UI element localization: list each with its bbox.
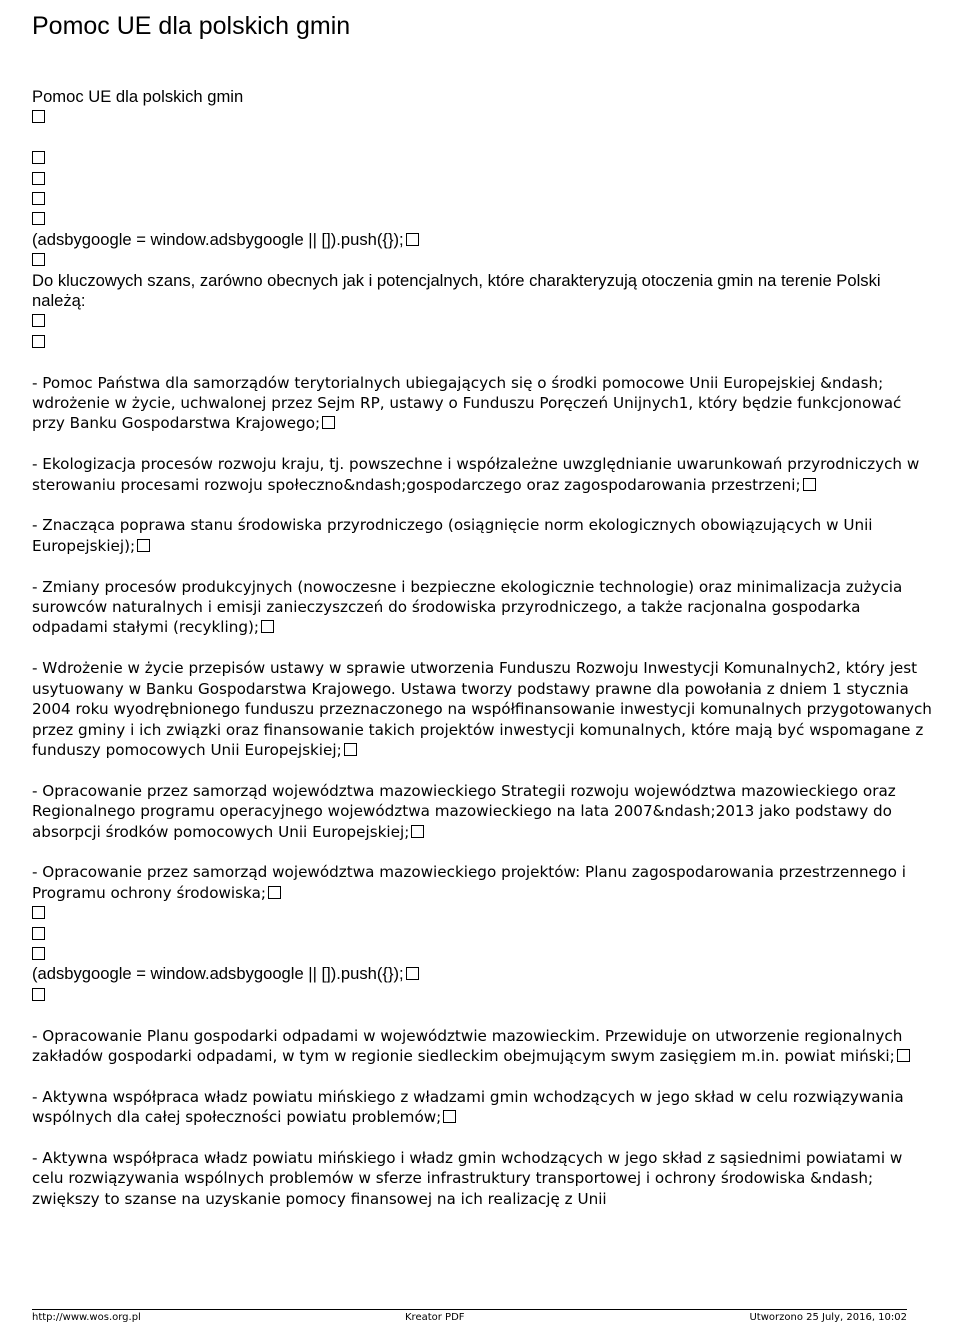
footer-url-link[interactable]: http://www.wos.org.pl bbox=[32, 1312, 141, 1323]
missing-glyph-box-icon bbox=[443, 1110, 456, 1123]
spacer bbox=[32, 556, 932, 576]
missing-glyph-box-icon bbox=[32, 906, 45, 919]
glyph-line bbox=[32, 944, 932, 964]
missing-glyph-box-icon bbox=[32, 314, 45, 327]
paragraph bbox=[32, 781, 932, 842]
missing-glyph-box-icon bbox=[803, 478, 816, 491]
spacer bbox=[32, 1005, 932, 1025]
spacer bbox=[32, 760, 932, 780]
missing-glyph-box-icon bbox=[32, 151, 45, 164]
missing-glyph-box-icon bbox=[32, 988, 45, 1001]
spacer bbox=[32, 352, 932, 372]
ads-snippet-line bbox=[32, 230, 932, 250]
missing-glyph-box-icon bbox=[406, 967, 419, 980]
missing-glyph-box-icon bbox=[32, 947, 45, 960]
glyph-line bbox=[32, 169, 932, 189]
spacer bbox=[32, 1066, 932, 1086]
ads-snippet: (adsbygoogle = window.adsbygoogle || []).push({}); bbox=[32, 964, 404, 984]
spacer bbox=[32, 434, 932, 454]
glyph-line bbox=[32, 903, 932, 923]
glyph-line bbox=[32, 332, 932, 352]
paragraph bbox=[32, 515, 932, 556]
paragraph-text: - Opracowanie Planu gospodarki odpadami w województwie mazowieckim. Przewiduje on utworzenie regionalnych zakładów gospodarki odpadami, w tym w regionie siedleckim obejmującym swym zasięgiem m.in. powiat miński; bbox=[32, 1026, 903, 1065]
paragraph bbox=[32, 1087, 932, 1128]
missing-glyph-box-icon bbox=[322, 416, 335, 429]
missing-glyph-box-icon bbox=[344, 743, 357, 756]
glyph-line bbox=[32, 924, 932, 944]
missing-glyph-box-icon bbox=[32, 192, 45, 205]
glyph-line bbox=[32, 209, 932, 229]
paragraph-text: - Pomoc Państwa dla samorządów terytorialnych ubiegających się o środki pomocowe Unii Europejskiej &ndash; wdrożenie w życie, uchwalonej przez Sejm RP, ustawy o Funduszu Poręczeń Unijnych1, który będzie funkcjonować przy Banku Gospodarstwa Krajowego; bbox=[32, 373, 902, 433]
missing-glyph-box-icon bbox=[32, 110, 45, 123]
missing-glyph-box-icon bbox=[411, 825, 424, 838]
paragraph bbox=[32, 862, 932, 903]
paragraph bbox=[32, 454, 932, 495]
glyph-line bbox=[32, 148, 932, 168]
paragraph-text: - Opracowanie przez samorząd województwa mazowieckiego Strategii rozwoju województwa mazowieckiego oraz Regionalnego programu operacyjnego województwa mazowieckiego na lata 2007&ndash;2013 jako podstawy do absorpcji środków pomocowych Unii Europejskiej; bbox=[32, 781, 896, 841]
paragraph bbox=[32, 1026, 932, 1067]
spacer bbox=[32, 1128, 932, 1148]
missing-glyph-box-icon bbox=[32, 172, 45, 185]
glyph-line bbox=[32, 107, 932, 127]
document-body bbox=[32, 87, 932, 1209]
ads-snippet-line bbox=[32, 964, 932, 984]
missing-glyph-box-icon bbox=[137, 539, 150, 552]
missing-glyph-box-icon bbox=[261, 620, 274, 633]
missing-glyph-box-icon bbox=[32, 212, 45, 225]
subtitle: Pomoc UE dla polskich gmin bbox=[32, 87, 244, 106]
paragraph-text: - Znacząca poprawa stanu środowiska przyrodniczego (osiągnięcie norm ekologicznych obowiązujących w Unii Europejskiej); bbox=[32, 516, 873, 555]
intro-paragraph: Do kluczowych szans, zarówno obecnych jak i potencjalnych, które charakteryzują otoczenia gmin na terenie Polski należą: bbox=[32, 270, 881, 311]
missing-glyph-box-icon bbox=[32, 927, 45, 940]
footer-generator: Kreator PDF bbox=[405, 1312, 465, 1323]
missing-glyph-box-icon bbox=[406, 233, 419, 246]
footer-divider bbox=[32, 1309, 907, 1310]
spacer bbox=[32, 495, 932, 515]
missing-glyph-box-icon bbox=[897, 1049, 910, 1062]
glyph-line bbox=[32, 189, 932, 209]
glyph-line bbox=[32, 985, 932, 1005]
missing-glyph-box-icon bbox=[32, 335, 45, 348]
paragraph bbox=[32, 658, 932, 760]
ads-snippet: (adsbygoogle = window.adsbygoogle || []).push({}); bbox=[32, 229, 404, 249]
spacer bbox=[32, 638, 932, 658]
paragraph-text: - Wdrożenie w życie przepisów ustawy w sprawie utworzenia Funduszu Rozwoju Inwestycji Komunalnych2, który jest usytuowany w Banku Gospodarstwa Krajowego. Ustawa tworzy podstawy prawne dla powołania z dniem 1 stycznia 2004 roku wyodrębnionego funduszu przeznaczonego na współfinansowanie inwestycji komunalnych przygotowanych przez gminy i ich związki oraz finansowanie takich projektów inwestycji komunalnych, które mają być wspomagane z funduszy pomocowych Unii Europejskiej; bbox=[32, 659, 932, 759]
paragraph bbox=[32, 1148, 932, 1209]
paragraph bbox=[32, 577, 932, 638]
page-footer bbox=[32, 1311, 907, 1325]
paragraph-text: - Aktywna współpraca władz powiatu mińskiego i władz gmin wchodzących w jego skład z sąsiednimi powiatami w celu rozwiązywania wspólnych problemów w sferze infrastruktury transportowej i ochrony środowiska &ndash; zwiększy to szanse na uzyskanie pomocy finansowej na ich realizację z Unii bbox=[32, 1148, 903, 1208]
missing-glyph-box-icon bbox=[32, 253, 45, 266]
page-title: Pomoc UE dla polskich gmin bbox=[32, 12, 351, 40]
spacer bbox=[32, 128, 932, 148]
paragraph bbox=[32, 373, 932, 434]
paragraph-text: - Zmiany procesów produkcyjnych (nowoczesne i bezpieczne ekologicznie technologie) oraz minimalizacja zużycia surowców naturalnych i emisji zanieczyszczeń do środowiska przyrodniczego, a także racjonalna gospodarka odpadami stałymi (recykling); bbox=[32, 577, 903, 637]
glyph-line bbox=[32, 311, 932, 331]
paragraph-text: - Aktywna współpraca władz powiatu mińskiego z władzami gmin wchodzących w jego skład w celu rozwiązywania wspólnych dla całej społeczności powiatu problemów; bbox=[32, 1087, 904, 1127]
footer-created-date: Utworzono 25 July, 2016, 10:02 bbox=[749, 1312, 907, 1323]
paragraph-text: - Ekologizacja procesów rozwoju kraju, tj. powszechne i współzależne uwzględnianie uwarunkowań przyrodniczych w sterowaniu procesami rozwoju społeczno&ndash;gospodarczego oraz zagospodarowania przestrzeni; bbox=[32, 455, 920, 494]
glyph-line bbox=[32, 250, 932, 270]
paragraph-text: - Opracowanie przez samorząd województwa mazowieckiego projektów: Planu zagospodarowania przestrzennego i Programu ochrony środowiska; bbox=[32, 863, 906, 902]
spacer bbox=[32, 842, 932, 862]
missing-glyph-box-icon bbox=[268, 886, 281, 899]
